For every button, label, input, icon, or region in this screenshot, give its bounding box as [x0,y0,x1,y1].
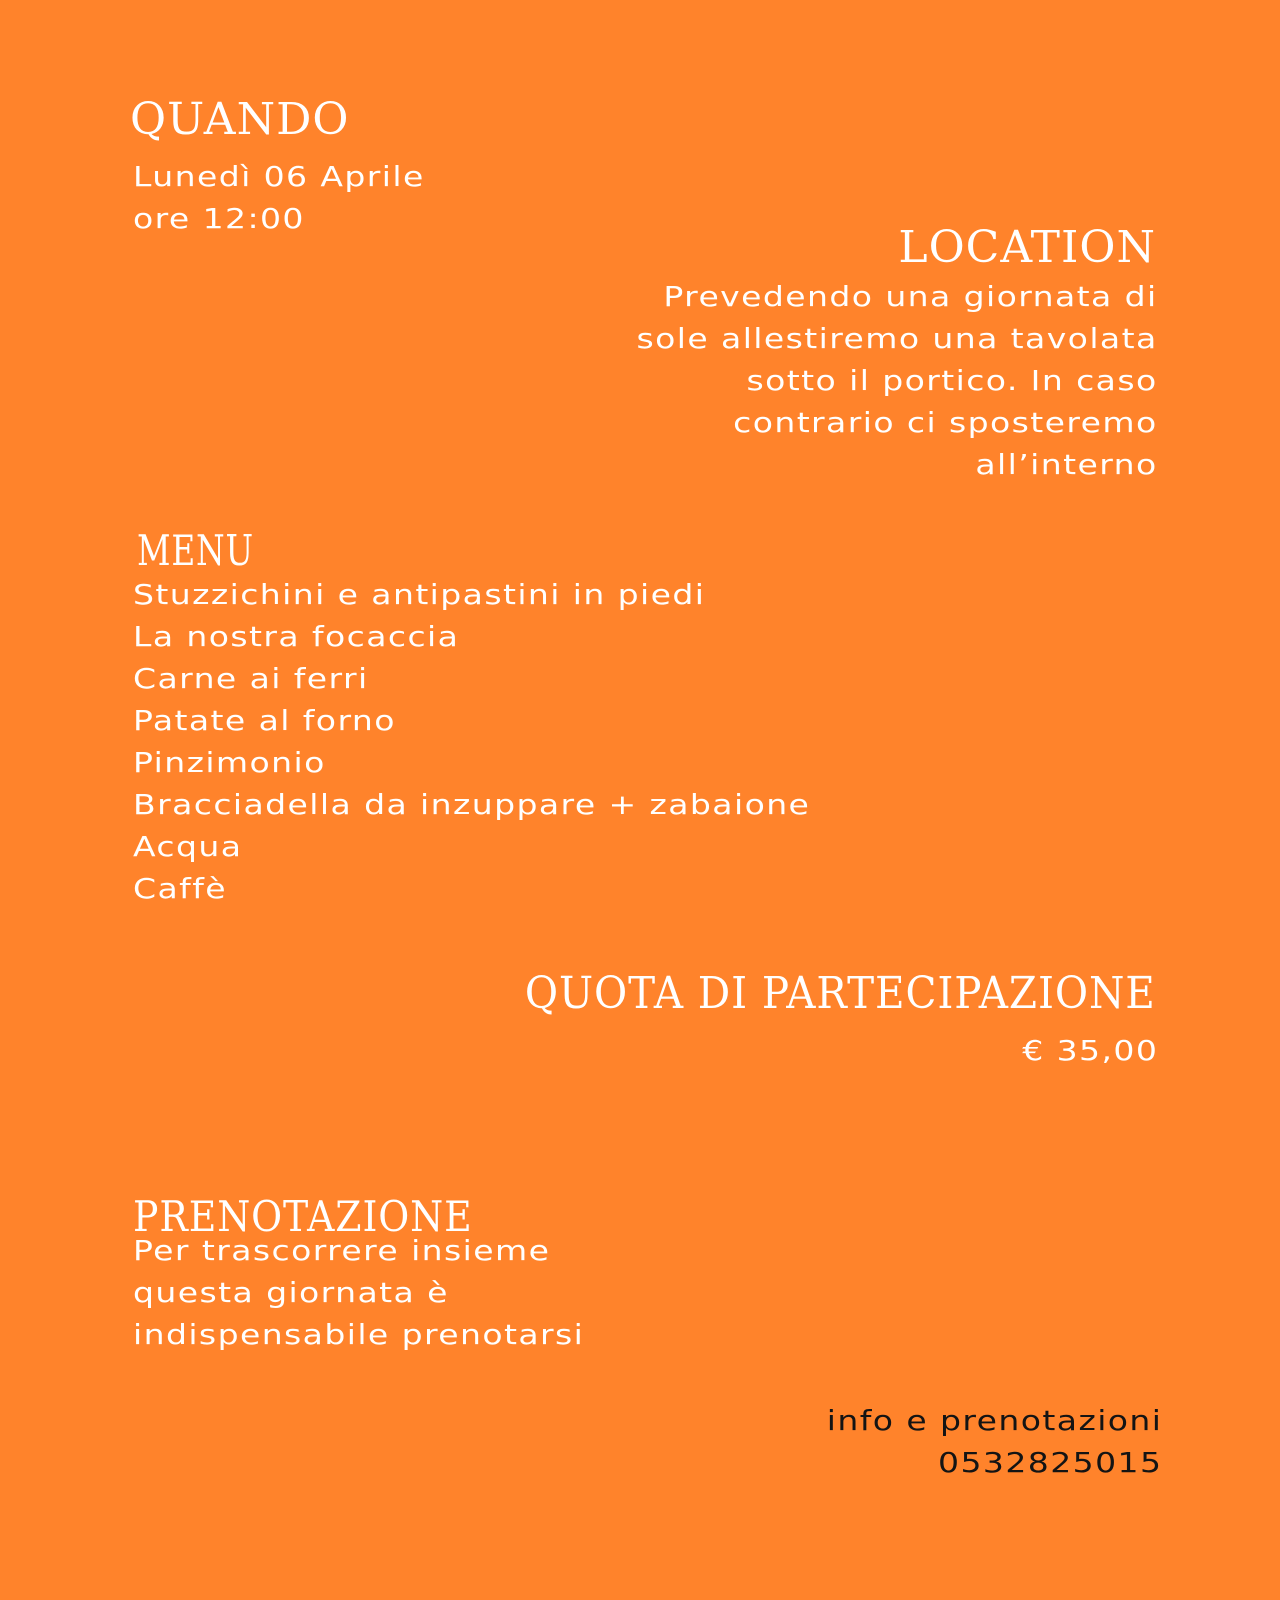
quando-details [133,156,425,240]
prenotazione-description [133,1230,584,1356]
quota-details [1022,1030,1158,1072]
menu-item: Patate al forno [133,704,396,737]
contact-label: info e prenotazioni [826,1404,1162,1437]
prenotazione-heading: PRENOTAZIONE [133,1192,473,1241]
location-line: Prevedendo una giornata di [663,280,1158,313]
menu-item: Pinzimonio [133,746,326,779]
menu-heading: MENU [137,526,254,575]
prenotazione-line: Per trascorrere insieme [133,1234,551,1267]
prenotazione-line: questa giornata è [133,1276,449,1309]
quando-heading: QUANDO [130,94,350,145]
event-date: Lunedì 06 Aprile [133,160,425,193]
contact-phone[interactable]: 0532825015 [937,1446,1162,1479]
location-line: sole allestiremo una tavolata [636,322,1158,355]
location-line: sotto il portico. In caso [746,364,1158,397]
prenotazione-line: indispensabile prenotarsi [133,1318,585,1351]
menu-item: Caffè [133,872,227,905]
menu-item: La nostra focaccia [133,620,460,653]
event-time: ore 12:00 [133,202,305,235]
location-description [637,276,1158,486]
location-line: contrario ci sposteremo [733,406,1158,439]
menu-item: Stuzzichini e antipastini in piedi [133,578,706,611]
quota-heading: QUOTA DI PARTECIPAZIONE [525,968,1156,1019]
menu-list [133,574,810,910]
price: € 35,00 [1021,1034,1158,1067]
contact-info [826,1400,1162,1484]
location-line: all’interno [975,448,1158,481]
menu-item: Carne ai ferri [133,662,369,695]
menu-item: Bracciadella da inzuppare + zabaione [133,788,811,821]
location-heading: LOCATION [898,222,1156,273]
menu-item: Acqua [133,830,243,863]
